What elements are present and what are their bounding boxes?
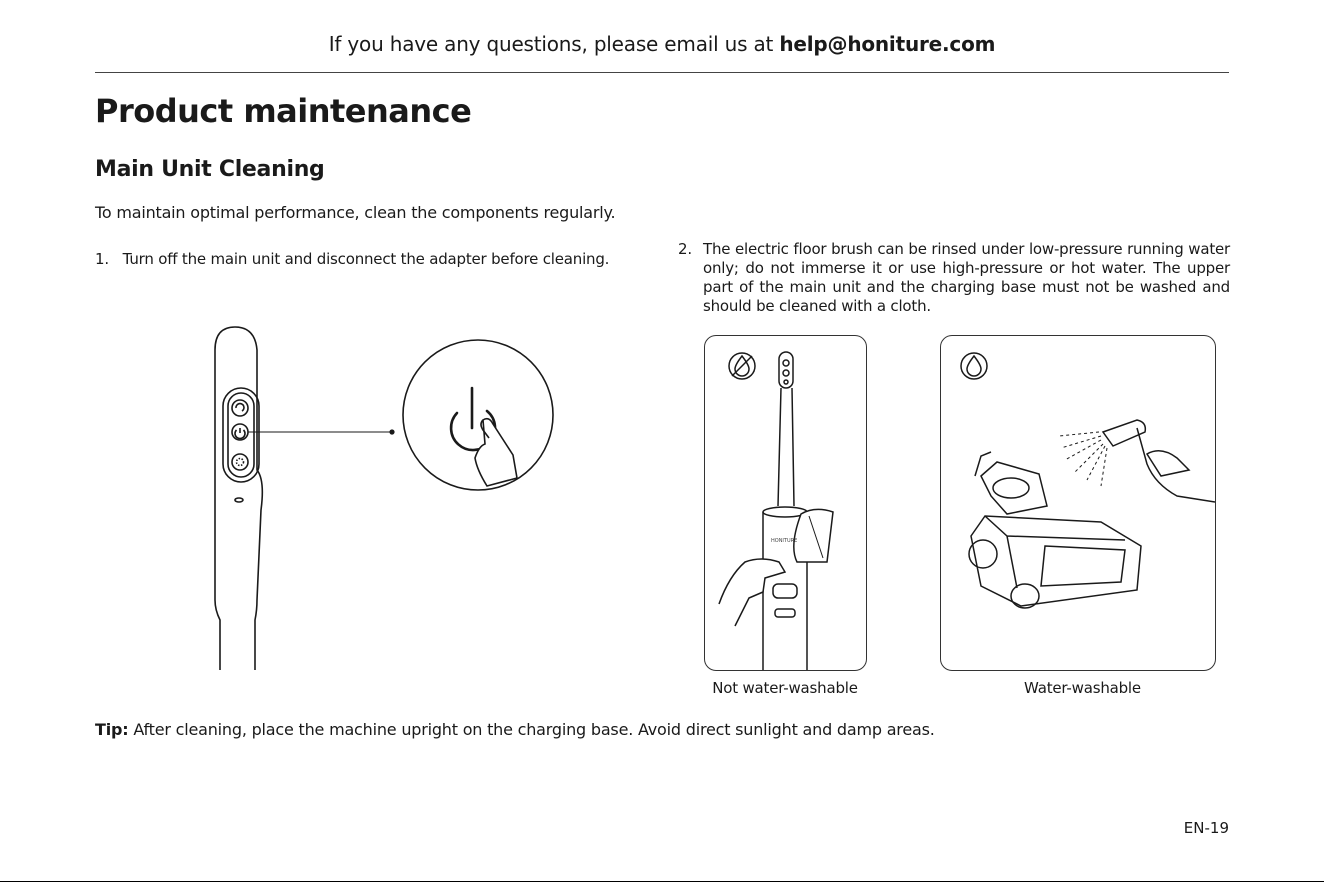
step-1-number: 1. bbox=[95, 250, 109, 268]
contact-header bbox=[95, 32, 1229, 56]
page-bottom-border bbox=[0, 881, 1324, 882]
step-2-text: The electric floor brush can be rinsed under low-pressure running water only; do not immerse it or use high-pressure or hot water. The upper part of the main unit and the charging base must not be washed and should be cleaned with a cloth. bbox=[703, 240, 1230, 315]
wiping-main-unit-illustration bbox=[705, 336, 866, 670]
handle-power-button-illustration bbox=[195, 320, 565, 672]
page-title: Product maintenance bbox=[95, 92, 472, 130]
brand-mark: HONITURE bbox=[771, 538, 798, 544]
tip-text: After cleaning, place the machine upright on the charging base. Avoid direct sunlight and damp areas. bbox=[128, 720, 935, 739]
not-washable-panel bbox=[704, 335, 867, 671]
section-heading: Main Unit Cleaning bbox=[95, 157, 325, 182]
header-divider bbox=[95, 72, 1229, 73]
step-1 bbox=[95, 250, 609, 268]
washable-panel bbox=[940, 335, 1216, 671]
page-number: EN-19 bbox=[1183, 819, 1229, 837]
contact-prefix: If you have any questions, please email us at bbox=[328, 32, 780, 56]
support-email: help@honiture.com bbox=[779, 32, 996, 56]
step-1-text: Turn off the main unit and disconnect the adapter before cleaning. bbox=[122, 250, 610, 268]
section-intro: To maintain optimal performance, clean the components regularly. bbox=[95, 203, 616, 222]
not-washable-caption: Not water-washable bbox=[712, 679, 858, 697]
step-2 bbox=[678, 240, 1230, 316]
tip-note bbox=[95, 720, 935, 739]
step-2-number: 2. bbox=[678, 240, 692, 258]
washable-caption: Water-washable bbox=[1024, 679, 1141, 697]
rinsing-floor-brush-illustration bbox=[941, 336, 1215, 670]
tip-label: Tip: bbox=[95, 720, 129, 739]
